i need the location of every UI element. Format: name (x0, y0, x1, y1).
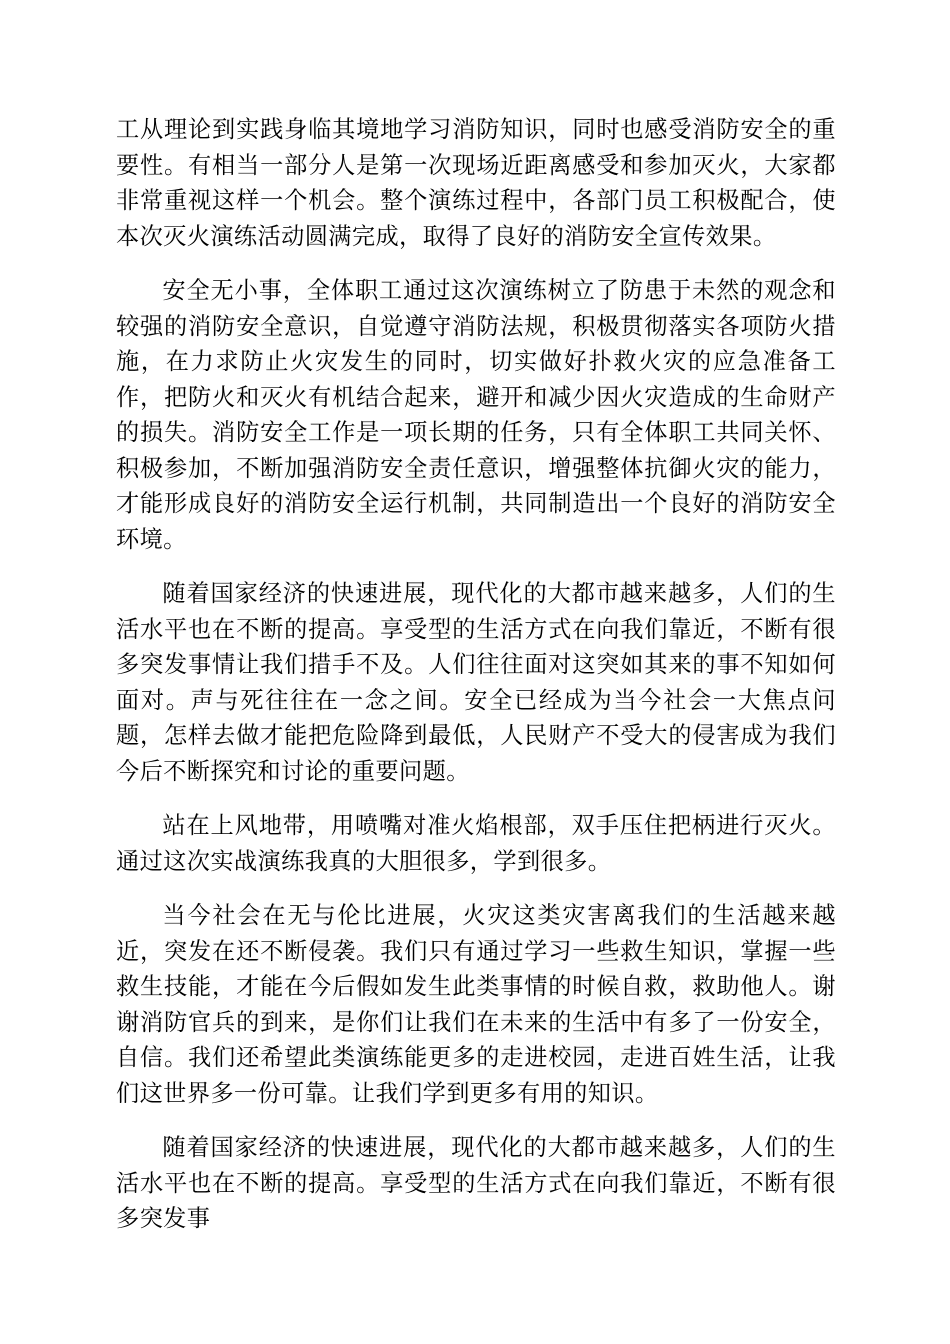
document-body (116, 112, 836, 1256)
paragraph: 站在上风地带，用喷嘴对准火焰根部，双手压住把柄进行灭火。通过这次实战演练我真的大胆很多，学到很多。 (116, 812, 836, 875)
paragraph: 随着国家经济的快速进展，现代化的大都市越来越多，人们的生活水平也在不断的提高。享受型的生活方式在向我们靠近，不断有很多突发事情让我们措手不及。人们往往面对这突如其来的事不知如何面对。声与死往往在一念之间。安全已经成为当今社会一大焦点问题，怎样去做才能把危险降到最低，人民财产不受大的侵害成为我们今后不断探究和讨论的重要问题。 (116, 580, 836, 785)
paragraph: 当今社会在无与伦比进展，火灾这类灾害离我们的生活越来越近，突发在还不断侵袭。我们只有通过学习一些救生知识，掌握一些救生技能，才能在今后假如发生此类事情的时候自救，救助他人。谢谢消防官兵的到来，是你们让我们在未来的生活中有多了一份安全，自信。我们还希望此类演练能更多的走进校园，走进百姓生活，让我们这世界多一份可靠。让我们学到更多有用的知识。 (116, 902, 836, 1107)
paragraph: 安全无小事，全体职工通过这次演练树立了防患于未然的观念和较强的消防安全意识，自觉遵守消防法规，积极贯彻落实各项防火措施，在力求防止火灾发生的同时，切实做好扑救火灾的应急准备工作，把防火和灭火有机结合起来，避开和减少因火灾造成的生命财产的损失。消防安全工作是一项长期的任务，只有全体职工共同关怀、积极参加，不断加强消防安全责任意识，增强整体抗御火灾的能力，才能形成良好的消防安全运行机制，共同制造出一个良好的消防安全环境。 (116, 277, 836, 553)
paragraph: 工从理论到实践身临其境地学习消防知识，同时也感受消防安全的重要性。有相当一部分人是第一次现场近距离感受和参加灭火，大家都非常重视这样一个机会。整个演练过程中，各部门员工积极配合，使本次灭火演练活动圆满完成，取得了良好的消防安全宣传效果。 (116, 116, 836, 250)
paragraph: 随着国家经济的快速进展，现代化的大都市越来越多，人们的生活水平也在不断的提高。享受型的生活方式在向我们靠近，不断有很多突发事 (116, 1134, 836, 1232)
